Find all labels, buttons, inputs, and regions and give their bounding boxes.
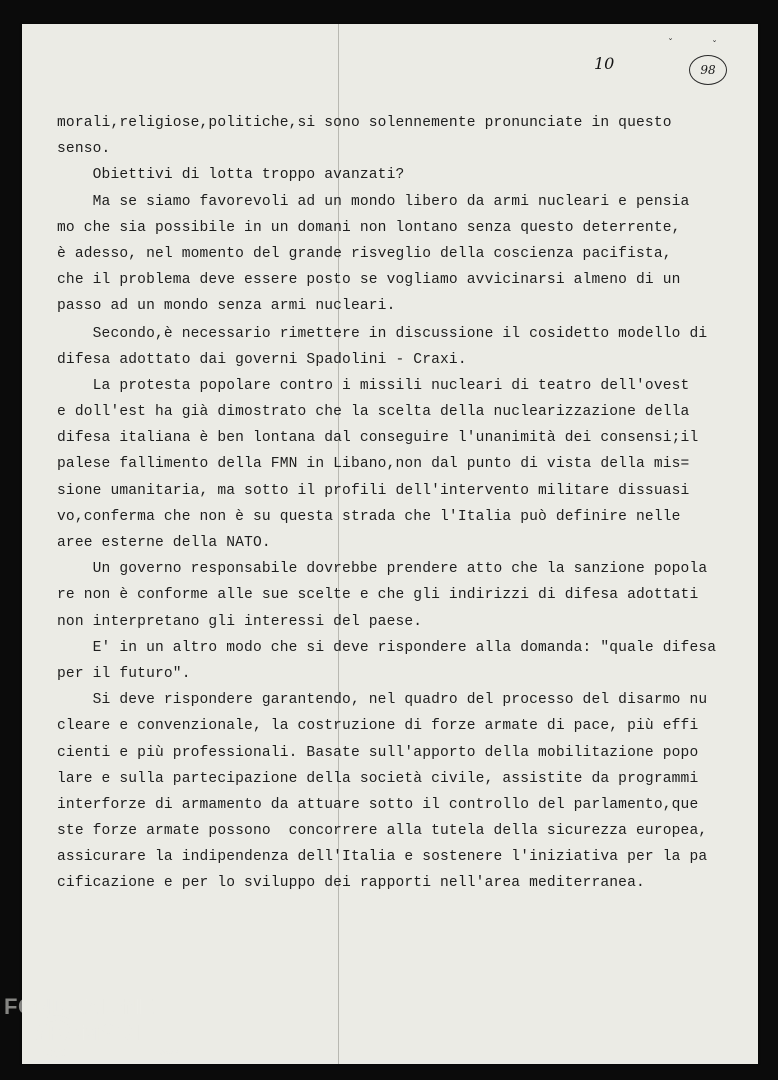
text-line: E' in un altro modo che si deve rispondere alla domanda: "quale difesa bbox=[57, 639, 717, 656]
document-page bbox=[22, 24, 758, 1064]
text-line: difesa italiana è ben lontana dal conseguire l'unanimità dei consensi;il bbox=[57, 430, 699, 447]
text-line: non interpretano gli interessi del paese. bbox=[57, 613, 423, 630]
text-line: lare e sulla partecipazione della società civile, assistite da programmi bbox=[57, 770, 699, 787]
text-line: senso. bbox=[57, 141, 111, 158]
text-line: passo ad un mondo senza armi nucleari. bbox=[57, 298, 396, 315]
text-line: ste forze armate possono concorrere alla tutela della sicurezza europea, bbox=[57, 823, 708, 840]
text-line: e doll'est ha già dimostrato che la scelta della nuclearizzazione della bbox=[57, 404, 690, 421]
text-line: Ma se siamo favorevoli ad un mondo libero da armi nucleari e pensia bbox=[57, 193, 690, 210]
text-line: assicurare la indipendenza dell'Italia e sostenere l'iniziativa per la pa bbox=[57, 849, 708, 866]
watermark-line2: RAMSCI bbox=[48, 1020, 141, 1045]
text-line: cificazione e per lo sviluppo dei rapporti nell'area mediterranea. bbox=[57, 875, 645, 892]
text-line: per il futuro". bbox=[57, 665, 191, 682]
text-line: mo che sia possibile in un domani non lontano senza questo deterrente, bbox=[57, 219, 681, 236]
pencil-tick-mark: ˇ bbox=[668, 38, 673, 49]
text-line: cienti e più professionali. Basate sull'apporto della mobilitazione popo bbox=[57, 744, 699, 761]
typewritten-text bbox=[57, 110, 737, 897]
text-line: Si deve rispondere garantendo, nel quadro del processo del disarmo nu bbox=[57, 692, 708, 709]
pencil-tick-mark: ˇ bbox=[712, 40, 717, 51]
text-line: che il problema deve essere posto se vogliamo avvicinarsi almeno di un bbox=[57, 272, 681, 289]
watermark-suffix: onlus bbox=[160, 1048, 180, 1057]
text-line: sione umanitaria, ma sotto il profili dell'intervento militare dissuasi bbox=[57, 482, 690, 499]
text-line: interforze di armamento da attuare sotto il controllo del parlamento,que bbox=[57, 796, 699, 813]
text-line: difesa adottato dai governi Spadolini - Craxi. bbox=[57, 351, 467, 368]
text-line: Un governo responsabile dovrebbe prendere atto che la sanzione popola bbox=[57, 561, 708, 578]
watermark-line1: FONDAZIONE bbox=[4, 994, 155, 1019]
text-line: aree esterne della NATO. bbox=[57, 535, 271, 551]
text-line: palese fallimento della FMN in Libano,non dal punto di vista della mis= bbox=[57, 456, 690, 473]
text-line: re non è conforme alle sue scelte e che gli indirizzi di difesa adottati bbox=[57, 587, 699, 604]
archive-number: 98 bbox=[700, 63, 716, 77]
text-line: cleare e convenzionale, la costruzione di forze armate di pace, più effi bbox=[57, 718, 699, 735]
text-line: morali,religiose,politiche,si sono solennemente pronunciate in questo bbox=[57, 115, 672, 131]
text-line: Obiettivi di lotta troppo avanzati? bbox=[57, 167, 405, 184]
text-line: La protesta popolare contro i missili nucleari di teatro dell'ovest bbox=[57, 377, 690, 394]
text-line: è adesso, nel momento del grande risveglio della coscienza pacifista, bbox=[57, 245, 672, 262]
text-line: Secondo,è necessario rimettere in discussione il cosidetto modello di bbox=[57, 325, 708, 342]
text-line: vo,conferma che non è su questa strada che l'Italia può definire nelle bbox=[57, 508, 681, 525]
page-number: 10 bbox=[594, 54, 615, 73]
archive-number-stamp bbox=[689, 55, 727, 85]
